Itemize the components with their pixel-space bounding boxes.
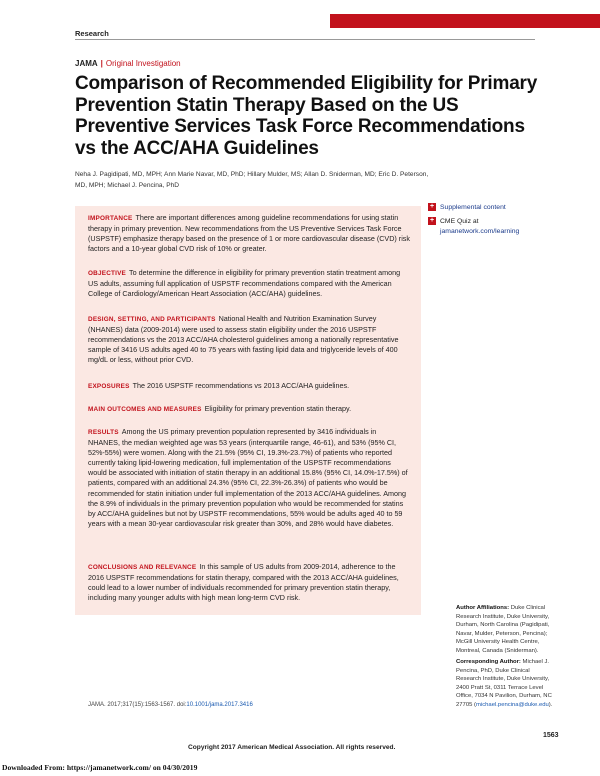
doi-link[interactable]: 10.1001/jama.2017.3416 <box>186 702 253 708</box>
results-heading: RESULTS <box>88 429 119 436</box>
abstract-objective <box>88 268 410 299</box>
outcomes-text: Eligibility for primary prevention statin therapy. <box>204 404 352 413</box>
corresponding-email[interactable]: michael.pencina@duke.edu <box>475 701 549 708</box>
affiliations-text: Duke Clinical Research Institute, Duke University, Durham, North Carolina (Pagidipati, Navar, Mulder, Peterson, Pencina); McGill University Health Centre, Montreal, Canada (Sniderman). <box>456 605 550 654</box>
journal-line <box>75 59 181 68</box>
importance-text: There are important differences among guideline recommendations for using statin therapy in primary prevention. New recommendations from the US Preventive Services Task Force (USPSTF) emphasize therapy based on the presence of 1 or more cardiovascular disease (CVD) risk factors and a 10-year global CVD risk of 10% or greater. <box>88 213 410 254</box>
affiliations-heading: Author Affiliations: <box>456 605 510 611</box>
abstract-importance <box>88 213 410 254</box>
red-banner <box>330 14 600 28</box>
article-title: Comparison of Recommended Eligibility for Primary Prevention Statin Therapy Based on the US Preventive Services Task Force Recommendations vs the ACC/AHA Guidelines <box>75 73 538 159</box>
conclusions-text: In this sample of US adults from 2009-2014, adherence to the 2016 USPSTF recommendations for statin therapy, compared with the 2013 ACC/AHA guidelines, could lead to a lower number of individuals recommended for primary prevention statin therapy, including many younger adults with high mean long-term CVD risk. <box>88 562 399 603</box>
citation <box>88 702 253 708</box>
journal-name: JAMA <box>75 59 98 68</box>
design-heading: DESIGN, SETTING, AND PARTICIPANTS <box>88 316 216 323</box>
journal-separator: | <box>100 59 103 68</box>
cme-label: CME Quiz at <box>440 217 479 225</box>
outcomes-heading: MAIN OUTCOMES AND MEASURES <box>88 406 202 413</box>
article-type: Original Investigation <box>105 59 181 68</box>
conclusions-heading: CONCLUSIONS AND RELEVANCE <box>88 564 197 571</box>
corresponding-end: ). <box>548 701 553 708</box>
exposures-heading: EXPOSURES <box>88 383 130 390</box>
citation-text: JAMA. 2017;317(15):1563-1567. doi: <box>88 702 187 708</box>
objective-text: To determine the difference in eligibility for primary prevention statin treatment among US adults, assuming full application of USPSTF recommendations compared with the American College of Cardiology/American Heart Association (ACC/AHA) guidelines. <box>88 268 401 299</box>
plus-icon: + <box>429 217 435 224</box>
corresponding-author <box>456 658 556 710</box>
supplemental-content-link[interactable] <box>428 203 506 211</box>
download-notice: Downloaded From: https://jamanetwork.com/ on 04/30/2019 <box>2 763 198 772</box>
objective-heading: OBJECTIVE <box>88 270 127 277</box>
abstract-exposures <box>88 381 410 392</box>
abstract-results <box>88 427 410 529</box>
copyright-notice: Copyright 2017 American Medical Association. All rights reserved. <box>188 744 396 751</box>
importance-heading: IMPORTANCE <box>88 215 133 222</box>
abstract-design <box>88 314 410 365</box>
author-affiliations <box>456 604 556 656</box>
cme-quiz <box>428 217 479 225</box>
abstract-conclusions <box>88 562 410 603</box>
design-text: National Health and Nutrition Examination Survey (NHANES) data (2009-2014) were used to assess statin eligibility under the 2016 USPSTF recommendations vs the 2013 ACC/AHA cholesterol guidelines among a nationally representative sample of 3416 US adults aged 40 to 75 years with fasting lipid data and triglyceride levels of 400 mg/dL or less, without prior CVD. <box>88 314 399 365</box>
abstract-outcomes <box>88 404 410 415</box>
cme-link[interactable]: jamanetwork.com/learning <box>440 228 520 235</box>
results-text: Among the US primary prevention population represented by 3416 individuals in NHANES, the median weighted age was 53 years (interquartile range, 46-61), and 53% (95% CI, 52%-55%) were women. Along with the 21.5% (95% CI, 19.3%-23.7%) of patients who reported currently taking lipid-lowering medication, full implementation of the USPSTF recommendations would be associated with initiation of statin therapy in an additional 15.8% (95% CI, 14.0%-17.5%) of patients, compared with an additional 24.3% (95% CI, 22.3%-26.3%) of patients who would be recommended for statin initiation under full implementation of the 2013 ACC/AHA guidelines. Among the 8.9% of individuals in the primary prevention population who would be recommended for statins by ACC/AHA guidelines but not by USPSTF recommendations, 55% would be adults aged 40 to 59 years with a mean 30-year cardiovascular risk greater than 30%, and 28% would have diabetes. <box>88 427 408 528</box>
supplemental-label: Supplemental content <box>440 203 506 211</box>
author-list: Neha J. Pagidipati, MD, MPH; Ann Marie Navar, MD, PhD; Hillary Mulder, MS; Allan D. Sniderman, MD; Eric D. Peterson, MD, MPH; Michael J. Pencina, PhD <box>75 171 429 189</box>
exposures-text: The 2016 USPSTF recommendations vs 2013 ACC/AHA guidelines. <box>132 381 350 390</box>
corresponding-heading: Corresponding Author: <box>456 659 521 665</box>
corresponding-text: Michael J. Pencina, PhD, Duke Clinical Research Institute, Duke University, 2400 Pratt St, 0311 Terrace Level Office, 7034 N Pavilion, Durham, NC 27705 ( <box>456 659 552 708</box>
section-label: Research <box>75 29 109 38</box>
plus-icon: + <box>429 203 435 210</box>
page-number: 1563 <box>543 732 559 739</box>
top-bar <box>0 0 600 32</box>
header-rule <box>75 39 535 40</box>
